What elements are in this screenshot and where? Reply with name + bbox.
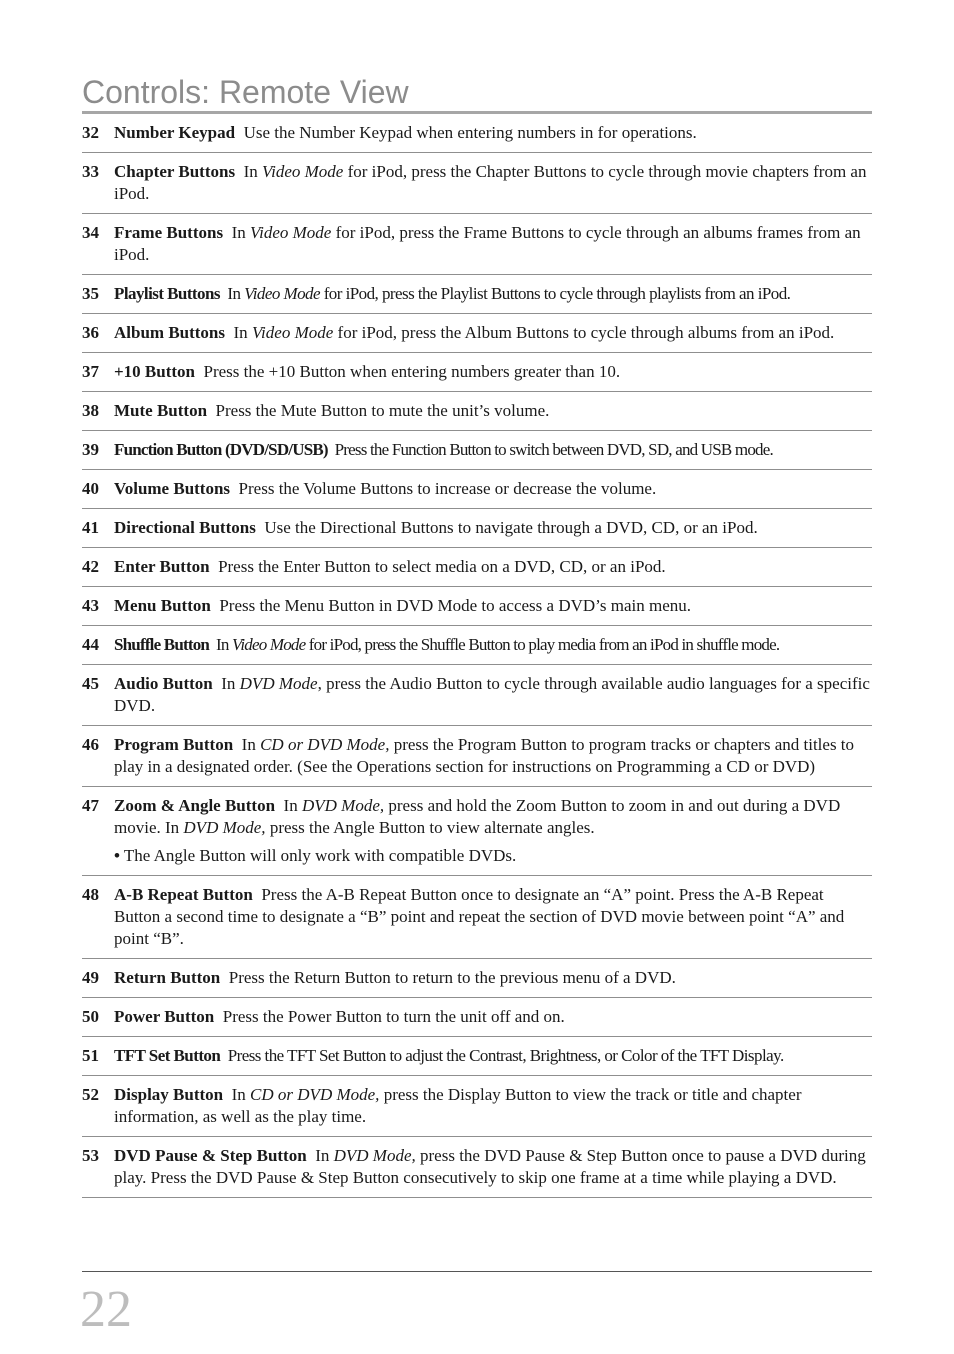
entry-description bbox=[114, 161, 872, 205]
entry-number: 44 bbox=[82, 635, 99, 654]
entry-mode-text: Video Mode bbox=[232, 635, 306, 654]
entry-description bbox=[114, 122, 872, 144]
entry-text: In bbox=[243, 162, 262, 181]
entry-button-name: Program Button bbox=[114, 735, 234, 754]
entry-button-name: Frame Buttons bbox=[114, 223, 224, 242]
entry-text: In bbox=[221, 674, 240, 693]
entry-button-name: Volume Buttons bbox=[114, 479, 231, 498]
control-entry bbox=[82, 548, 872, 587]
entry-text: press the Display Button to view the track or title and chapter information, as well as the play time. bbox=[114, 1085, 802, 1126]
entry-description bbox=[114, 283, 872, 305]
entry-button-name: A-B Repeat Button bbox=[114, 885, 253, 904]
entry-description bbox=[114, 1084, 872, 1128]
entry-text: for iPod, press the Shuffle Button to play media from an iPod in shuffle mode. bbox=[305, 635, 780, 654]
entry-description bbox=[114, 478, 872, 500]
entry-mode-text: Video Mode bbox=[250, 223, 332, 242]
entry-text: Press the A-B Repeat Button once to designate an “A” point. Press the A-B Repeat Button a second time to designate a “B” point and repeat the section of DVD movie between point “A” and point “B”. bbox=[114, 885, 845, 948]
entry-description bbox=[114, 634, 872, 656]
entry-number: 53 bbox=[82, 1146, 99, 1165]
footer-divider bbox=[82, 1271, 872, 1272]
entry-button-name: Number Keypad bbox=[114, 123, 236, 142]
entry-mode-text: CD or DVD Mode, bbox=[260, 735, 390, 754]
entry-number: 32 bbox=[82, 123, 99, 142]
entry-number: 35 bbox=[82, 284, 99, 303]
entry-number: 50 bbox=[82, 1007, 99, 1026]
entry-mode-text: DVD Mode, bbox=[183, 818, 266, 837]
entry-text: In bbox=[283, 796, 302, 815]
entry-mode-text: Video Mode bbox=[262, 162, 344, 181]
entry-button-name: DVD Pause & Step Button bbox=[114, 1146, 307, 1165]
control-entry bbox=[82, 114, 872, 153]
control-entry bbox=[82, 153, 872, 214]
control-entry bbox=[82, 214, 872, 275]
entry-text: Press the Function Button to switch between DVD, SD, and USB mode. bbox=[334, 440, 773, 459]
entry-number: 46 bbox=[82, 735, 99, 754]
entry-mode-text: Video Mode bbox=[244, 284, 320, 303]
entry-button-name: Menu Button bbox=[114, 596, 211, 615]
control-entry bbox=[82, 998, 872, 1037]
control-entry bbox=[82, 665, 872, 726]
entry-text: for iPod, press the Album Buttons to cycle through albums from an iPod. bbox=[333, 323, 835, 342]
entry-number: 47 bbox=[82, 796, 99, 815]
entry-description bbox=[114, 322, 872, 344]
entry-description bbox=[114, 556, 872, 578]
entry-description bbox=[114, 1145, 872, 1189]
entry-text: In bbox=[233, 323, 252, 342]
control-entry bbox=[82, 626, 872, 665]
entry-number: 39 bbox=[82, 440, 99, 459]
entry-button-name: Display Button bbox=[114, 1085, 224, 1104]
control-entry bbox=[82, 353, 872, 392]
entry-number: 36 bbox=[82, 323, 99, 342]
entry-mode-text: DVD Mode, bbox=[333, 1146, 416, 1165]
entry-button-name: Power Button bbox=[114, 1007, 215, 1026]
entry-text: Press the Menu Button in DVD Mode to access a DVD’s main menu. bbox=[219, 596, 692, 615]
page-title: Controls: Remote View bbox=[82, 74, 409, 110]
entry-number: 43 bbox=[82, 596, 99, 615]
entry-button-name: Enter Button bbox=[114, 557, 210, 576]
entry-number: 49 bbox=[82, 968, 99, 987]
control-entry bbox=[82, 876, 872, 959]
entry-description bbox=[114, 400, 872, 422]
entry-text: In bbox=[231, 223, 250, 242]
entry-text: Press the TFT Set Button to adjust the Contrast, Brightness, or Color of the TFT Display. bbox=[227, 1046, 784, 1065]
entry-text: Press the Volume Buttons to increase or decrease the volume. bbox=[238, 479, 657, 498]
entry-description bbox=[114, 734, 872, 778]
entry-text: In bbox=[227, 284, 245, 303]
entry-number: 48 bbox=[82, 885, 99, 904]
control-entry bbox=[82, 1137, 872, 1198]
entry-button-name: +10 Button bbox=[114, 362, 196, 381]
entry-number: 52 bbox=[82, 1085, 99, 1104]
entry-text: In bbox=[231, 1085, 251, 1104]
entry-text: In bbox=[315, 1146, 334, 1165]
entry-button-name: Playlist Buttons bbox=[114, 284, 220, 303]
entry-button-name: Chapter Buttons bbox=[114, 162, 236, 181]
entry-description bbox=[114, 967, 872, 989]
entry-text: Press the +10 Button when entering numbers greater than 10. bbox=[203, 362, 621, 381]
entry-text: for iPod, press the Frame Buttons to cycle through an albums frames from an iPod. bbox=[114, 223, 861, 264]
entry-mode-text: Video Mode bbox=[251, 323, 334, 342]
entry-mode-text: CD or DVD Mode, bbox=[250, 1085, 380, 1104]
entry-text: Press the Mute Button to mute the unit’s volume. bbox=[215, 401, 550, 420]
entry-button-name: Audio Button bbox=[114, 674, 213, 693]
entry-button-name: Mute Button bbox=[114, 401, 208, 420]
control-entry bbox=[82, 392, 872, 431]
control-entry bbox=[82, 959, 872, 998]
entry-number: 33 bbox=[82, 162, 99, 181]
entry-text: In bbox=[241, 735, 261, 754]
entry-description bbox=[114, 1006, 872, 1028]
entry-number: 42 bbox=[82, 557, 99, 576]
entry-button-name: Album Buttons bbox=[114, 323, 226, 342]
entry-description bbox=[114, 361, 872, 383]
control-entry bbox=[82, 787, 872, 876]
entry-mode-text: DVD Mode bbox=[239, 674, 318, 693]
control-entry bbox=[82, 1076, 872, 1137]
entry-text: Use the Directional Buttons to navigate through a DVD, CD, or an iPod. bbox=[264, 518, 758, 537]
entry-description bbox=[114, 795, 872, 867]
control-entry bbox=[82, 314, 872, 353]
entry-text: for iPod, press the Chapter Buttons to cycle through movie chapters from an iPod. bbox=[114, 162, 867, 203]
entry-text: Press the Power Button to turn the unit off and on. bbox=[222, 1007, 565, 1026]
control-entry bbox=[82, 726, 872, 787]
entry-button-name: Directional Buttons bbox=[114, 518, 256, 537]
entry-number: 51 bbox=[82, 1046, 99, 1065]
entry-button-name: Shuffle Button bbox=[114, 635, 210, 654]
control-entry bbox=[82, 431, 872, 470]
entry-text: Press the Return Button to return to the previous menu of a DVD. bbox=[228, 968, 676, 987]
entry-number: 41 bbox=[82, 518, 99, 537]
entry-number: 37 bbox=[82, 362, 99, 381]
entry-text: Use the Number Keypad when entering numbers in for operations. bbox=[243, 123, 697, 142]
entry-number: 40 bbox=[82, 479, 99, 498]
entry-text: press and hold the Zoom Button to zoom in and out during a DVD movie. In bbox=[114, 796, 841, 837]
entry-button-name: Function Button (DVD/SD/USB) bbox=[114, 440, 328, 459]
bullet-icon: • bbox=[114, 846, 120, 865]
entry-description bbox=[114, 673, 872, 717]
note-text: The Angle Button will only work with compatible DVDs. bbox=[119, 846, 517, 865]
entry-text: Press the Enter Button to select media on a DVD, CD, or an iPod. bbox=[218, 557, 666, 576]
entry-number: 38 bbox=[82, 401, 99, 420]
entry-text: press the DVD Pause & Step Button once to pause a DVD during play. Press the DVD Pause & Step Button consecutively to skip one frame at a time while playing a DVD. bbox=[114, 1146, 866, 1187]
entry-text: for iPod, press the Playlist Buttons to cycle through playlists from an iPod. bbox=[320, 284, 791, 303]
entry-description bbox=[114, 884, 872, 950]
entry-description bbox=[114, 222, 872, 266]
control-entry bbox=[82, 275, 872, 314]
control-list bbox=[82, 114, 872, 1198]
entry-description bbox=[114, 1045, 872, 1067]
control-entry bbox=[82, 587, 872, 626]
entry-text: In bbox=[215, 635, 232, 654]
control-entry bbox=[82, 1037, 872, 1076]
entry-description bbox=[114, 439, 872, 461]
entry-text: press the Angle Button to view alternate angles. bbox=[265, 818, 595, 837]
entry-note bbox=[114, 845, 872, 867]
entry-text: , press the Audio Button to cycle through available audio languages for a specific DVD. bbox=[114, 674, 870, 715]
entry-button-name: Zoom & Angle Button bbox=[114, 796, 276, 815]
entry-description bbox=[114, 517, 872, 539]
control-entry bbox=[82, 509, 872, 548]
entry-button-name: TFT Set Button bbox=[114, 1046, 221, 1065]
control-entry bbox=[82, 470, 872, 509]
entry-number: 34 bbox=[82, 223, 99, 242]
entry-mode-text: DVD Mode, bbox=[301, 796, 385, 815]
entry-number: 45 bbox=[82, 674, 99, 693]
entry-description bbox=[114, 595, 872, 617]
entry-button-name: Return Button bbox=[114, 968, 221, 987]
entry-text: press the Program Button to program tracks or chapters and titles to play in a designated order. (See the Operations section for instructions on Programming a CD or DVD) bbox=[114, 735, 855, 776]
page-number: 22 bbox=[80, 1281, 132, 1338]
